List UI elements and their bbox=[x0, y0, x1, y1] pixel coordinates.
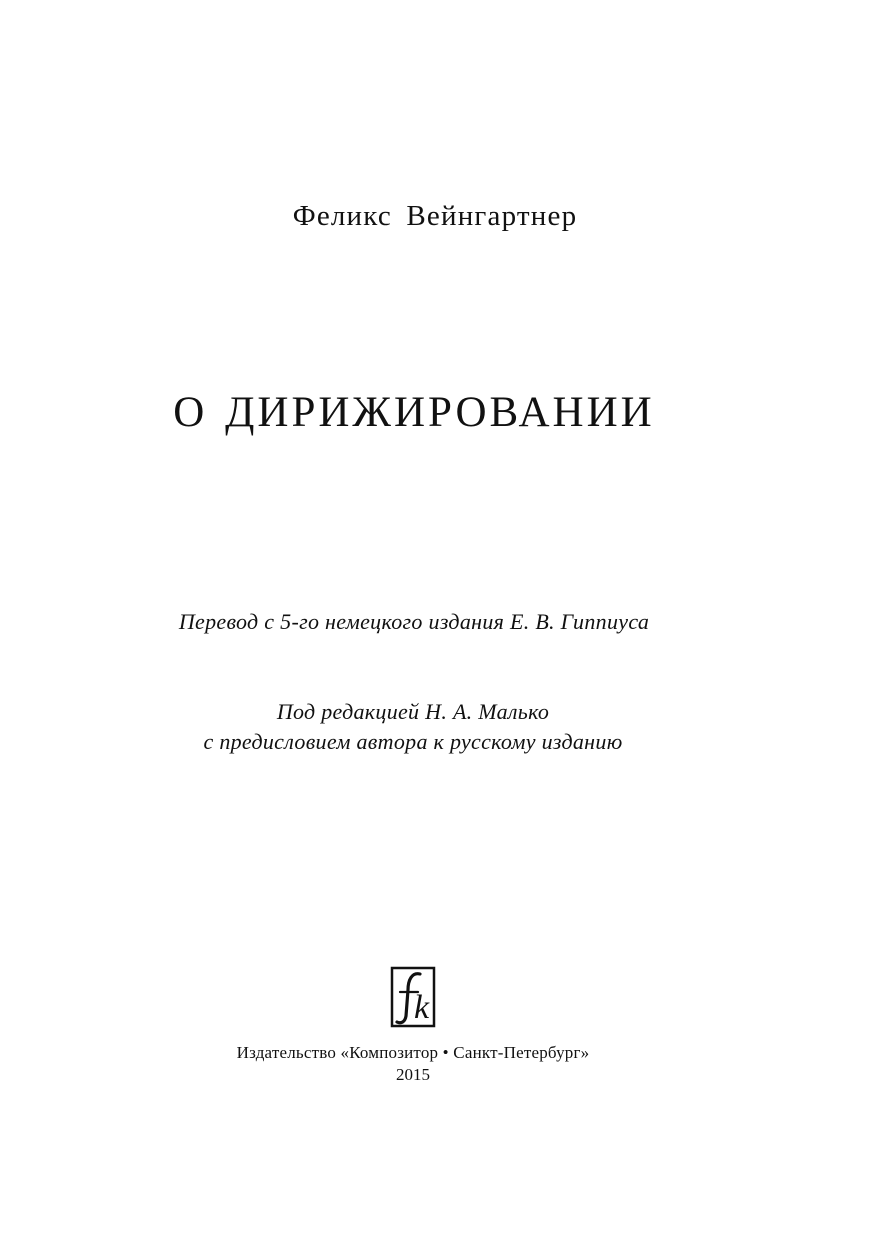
editor-note: Под редакцией Н. А. Малько bbox=[276, 699, 550, 724]
preface-note: с предисловием автора к русскому изданию bbox=[203, 729, 623, 754]
publisher-logo-icon bbox=[390, 966, 436, 1028]
publication-year: 2015 bbox=[396, 1065, 430, 1084]
translation-note: Перевод с 5-го немецкого издания Е. В. Гиппиуса bbox=[178, 609, 650, 634]
publisher-logo-letter: k bbox=[414, 989, 430, 1026]
publisher-line: Издательство «Композитор • Санкт-Петербург» bbox=[236, 1043, 590, 1062]
author-name: Феликс Вейнгартнер bbox=[292, 200, 578, 232]
book-title: О ДИРИЖИРОВАНИИ bbox=[173, 389, 655, 436]
